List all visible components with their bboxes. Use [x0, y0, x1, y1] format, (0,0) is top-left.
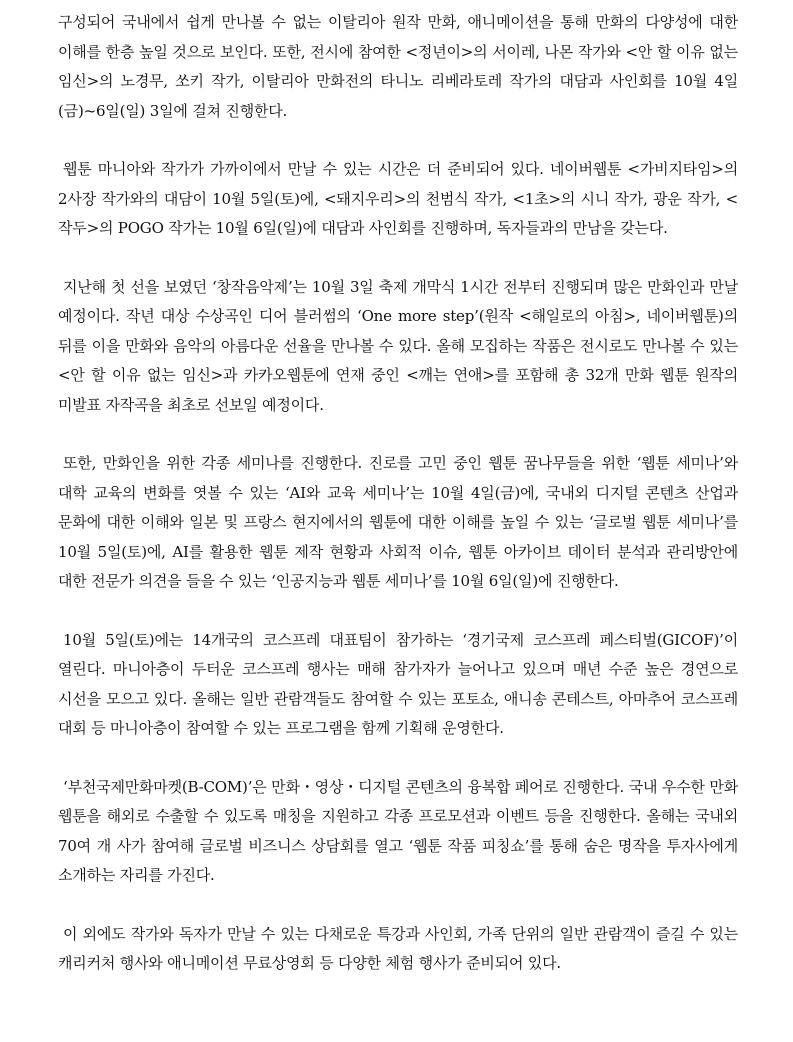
document-body [58, 8, 738, 1008]
paragraph-comic-market: ‘부천국제만화마켓(B-COM)’은 만화・영상・디지털 콘텐츠의 융복합 페어로 진행한다. 국내 우수한 만화 웹툰을 해외로 수출할 수 있도록 매칭을 지원하고 각종 프로모션과 이벤트 등을 진행한다. 올해는 국내외 70여 개 사가 참여해 글로벌 비즈니스 상담회를 열고 ‘웹툰 작품 피칭쇼’를 통해 숨은 명작을 투자사에게 소개하는 자리를 가진다. [58, 777, 738, 884]
paragraph-music-festival: 지난해 첫 선을 보였던 ‘창작음악제’는 10월 3일 축제 개막식 1시간 전부터 진행되며 많은 만화인과 만날 예정이다. 작년 대상 수상곡인 디어 블러썸의 ‘One more step’(원작 <해일로의 아침>, 네이버웹툰)의 뒤를 이을 만화와 음악의 아름다운 선율을 만나볼 수 있다. 올해 모집하는 작품은 전시로도 만나볼 수 있는 <안 할 이유 없는 임신>과 카카오웹툰에 연재 중인 <깨는 연애>를 포함해 총 32개 만화 웹툰 원작의 미발표 자작곡을 최초로 선보일 예정이다. [58, 277, 738, 414]
paragraph-webtoon-authors: 웹툰 마니아와 작가가 가까이에서 만날 수 있는 시간은 더 준비되어 있다. 네이버웹툰 <가비지타임>의 2사장 작가와의 대담이 10월 5일(토)에, <돼지우리>의 천범식 작가, <1초>의 시니 작가, 광운 작가, <작두>의 POGO 작가는 10월 6일(일)에 대담과 사인회를 진행하며, 독자들과의 만남을 갖는다. [58, 160, 738, 237]
paragraph-seminars: 또한, 만화인을 위한 각종 세미나를 진행한다. 진로를 고민 중인 웹툰 꿈나무들을 위한 ‘웹툰 세미나’와 대학 교육의 변화를 엿볼 수 있는 ‘AI와 교육 세미나’는 10월 4일(금)에, 국내외 디지털 콘텐츠 산업과 문화에 대한 이해와 일본 및 프랑스 현지에서의 웹툰에 대한 이해를 높일 수 있는 ‘글로벌 웹툰 세미나’를 10월 5일(토)에, AI를 활용한 웹툰 제작 현황과 사회적 이슈, 웹툰 아카이브 데이터 분석과 관리방안에 대한 전문가 의견을 들을 수 있는 ‘인공지능과 웹툰 세미나’를 10월 6일(일)에 진행한다. [58, 454, 738, 590]
paragraph-exhibition-talks: 구성되어 국내에서 쉽게 만나볼 수 없는 이탈리아 원작 만화, 애니메이션을 통해 만화의 다양성에 대한 이해를 한층 높일 것으로 보인다. 또한, 전시에 참여한 <정년이>의 서이레, 나몬 작가와 <안 할 이유 없는 임신>의 노경무, 쏘키 작가, 이탈리아 만화전의 타니노 리베라토레 작가의 대담과 사인회를 10월 4일(금)~6일(일) 3일에 걸쳐 진행한다. [58, 13, 738, 120]
paragraph-cosplay-festival: 10월 5일(토)에는 14개국의 코스프레 대표팀이 참가하는 ‘경기국제 코스프레 페스티벌(GICOF)’이 열린다. 마니아층이 두터운 코스프레 행사는 매해 참가자가 늘어나고 있으며 매년 수준 높은 경연으로 시선을 모으고 있다. 올해는 일반 관람객들도 참여할 수 있는 포토쇼, 애니송 콘테스트, 아마추어 코스프레 대회 등 마니아층이 참여할 수 있는 프로그램을 함께 기획해 운영한다. [58, 630, 738, 737]
paragraph-other-events: 이 외에도 작가와 독자가 만날 수 있는 다채로운 특강과 사인회, 가족 단위의 일반 관람객이 즐길 수 있는 캐리커처 행사와 애니메이션 무료상영회 등 다양한 체험 행사가 준비되어 있다. [58, 924, 738, 972]
